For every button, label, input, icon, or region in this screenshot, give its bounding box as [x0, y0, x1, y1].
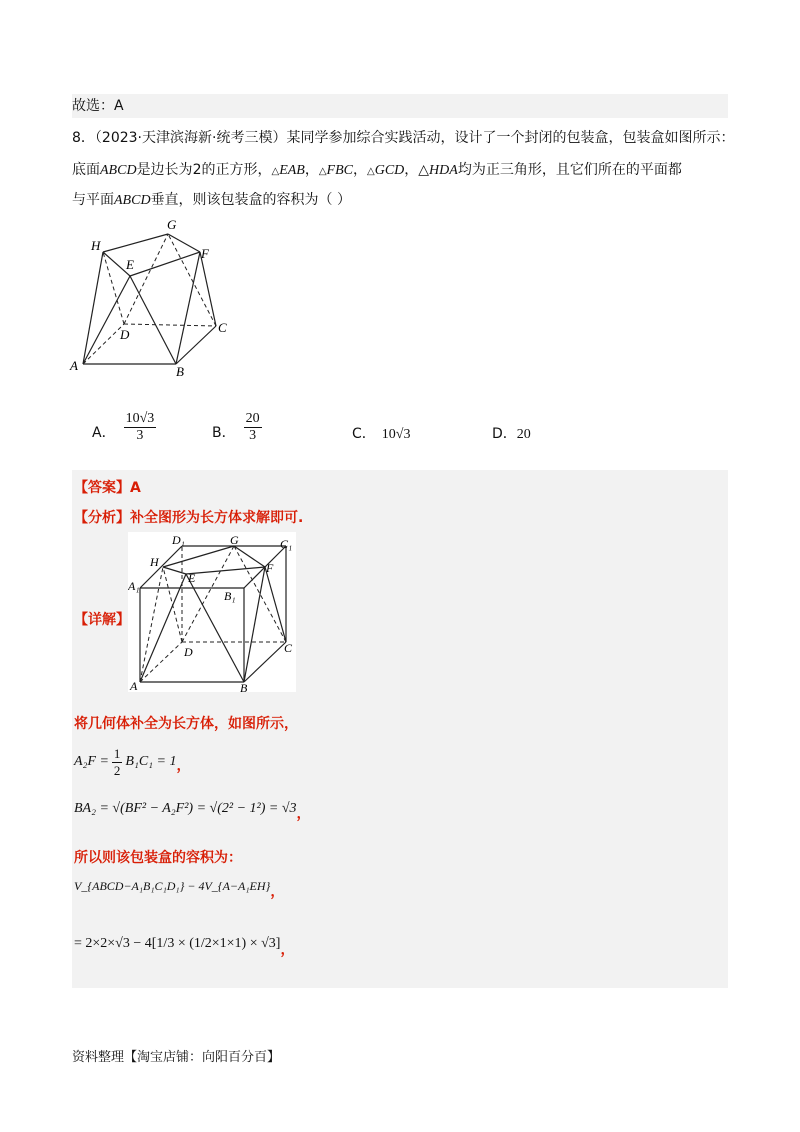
label-H: H: [91, 238, 101, 253]
cuboid-figure: [128, 532, 296, 692]
label-D: D: [120, 327, 130, 342]
previous-answer-bar: [72, 94, 728, 118]
label-D1: D₁: [172, 533, 185, 547]
label-B: B: [176, 364, 184, 379]
option-a[interactable]: A． $\frac{10√3}{3}$: [92, 410, 155, 443]
equation-4: = 2×2×√3 − 4[1/3 × (1/2×1×1) × √3] ，: [74, 936, 295, 958]
option-b[interactable]: B． $\frac{20}{3}$: [212, 410, 260, 443]
label-H2: H: [150, 555, 159, 569]
equation-3: V_{ABCD−A₁B₁C₁D₁} − 4V_{A−A₁EH} ，: [74, 878, 285, 900]
equation-1: A₂F = $\frac{1}{2}$ B₁C₁ = 1 ，: [74, 745, 191, 778]
label-D2: D: [184, 645, 193, 659]
package-box-figure: [68, 214, 238, 380]
detail-tag: 【详解】: [74, 612, 130, 628]
label-G: G: [167, 217, 177, 232]
label-E2: E: [188, 571, 196, 585]
step-complete-cuboid: 将几何体补全为长方体，如图所示，: [74, 716, 298, 732]
previous-answer: 故选：A: [72, 98, 124, 114]
question-number: 8．: [72, 130, 95, 146]
question-line-1: 8．（2023·天津滨海新·统考三模）某同学参加综合实践活动，设计了一个封闭的包装盒，包装盒如图所示：: [72, 130, 735, 146]
step-volume: 所以则该包装盒的容积为：: [74, 850, 242, 866]
analysis-line: 【分析】补全图形为长方体求解即可.: [74, 510, 304, 526]
equation-2: BA₂ = √(BF² − A₂F²) = √(2² − 1²) = √3 ，: [74, 801, 311, 822]
label-C1: C₁: [280, 537, 293, 551]
label-G2: G: [230, 533, 239, 547]
label-C2: C: [284, 641, 293, 655]
question-source: （2023·天津滨海新·统考三模）: [94, 130, 287, 146]
footer-source: 资料整理【淘宝店铺：向阳百分百】: [72, 1050, 281, 1065]
label-A2: A: [130, 679, 138, 692]
option-a-fraction: $\frac{10√3}{3}$: [125, 410, 155, 443]
label-C: C: [218, 320, 227, 335]
option-c[interactable]: C． 10√3: [352, 426, 411, 442]
label-F2: F: [266, 561, 274, 575]
label-A: A: [70, 358, 78, 373]
question-line-2: 底面ABCD是边长为2的正方形，△EAB，△FBC，△GCD，△HDA均为正三角形，且它们所在的平面都: [72, 162, 682, 178]
option-b-fraction: $\frac{20}{3}$: [245, 410, 260, 443]
label-A1: A₁: [128, 579, 140, 593]
answer-line: 【答案】A: [74, 480, 141, 496]
label-B1: B₁: [224, 589, 236, 603]
question-line-3: 与平面ABCD垂直，则该包装盒的容积为（ ）: [72, 192, 352, 208]
label-B2: B: [240, 681, 248, 692]
option-d[interactable]: D．20: [492, 426, 531, 442]
label-F: F: [201, 246, 209, 261]
label-E: E: [126, 257, 134, 272]
